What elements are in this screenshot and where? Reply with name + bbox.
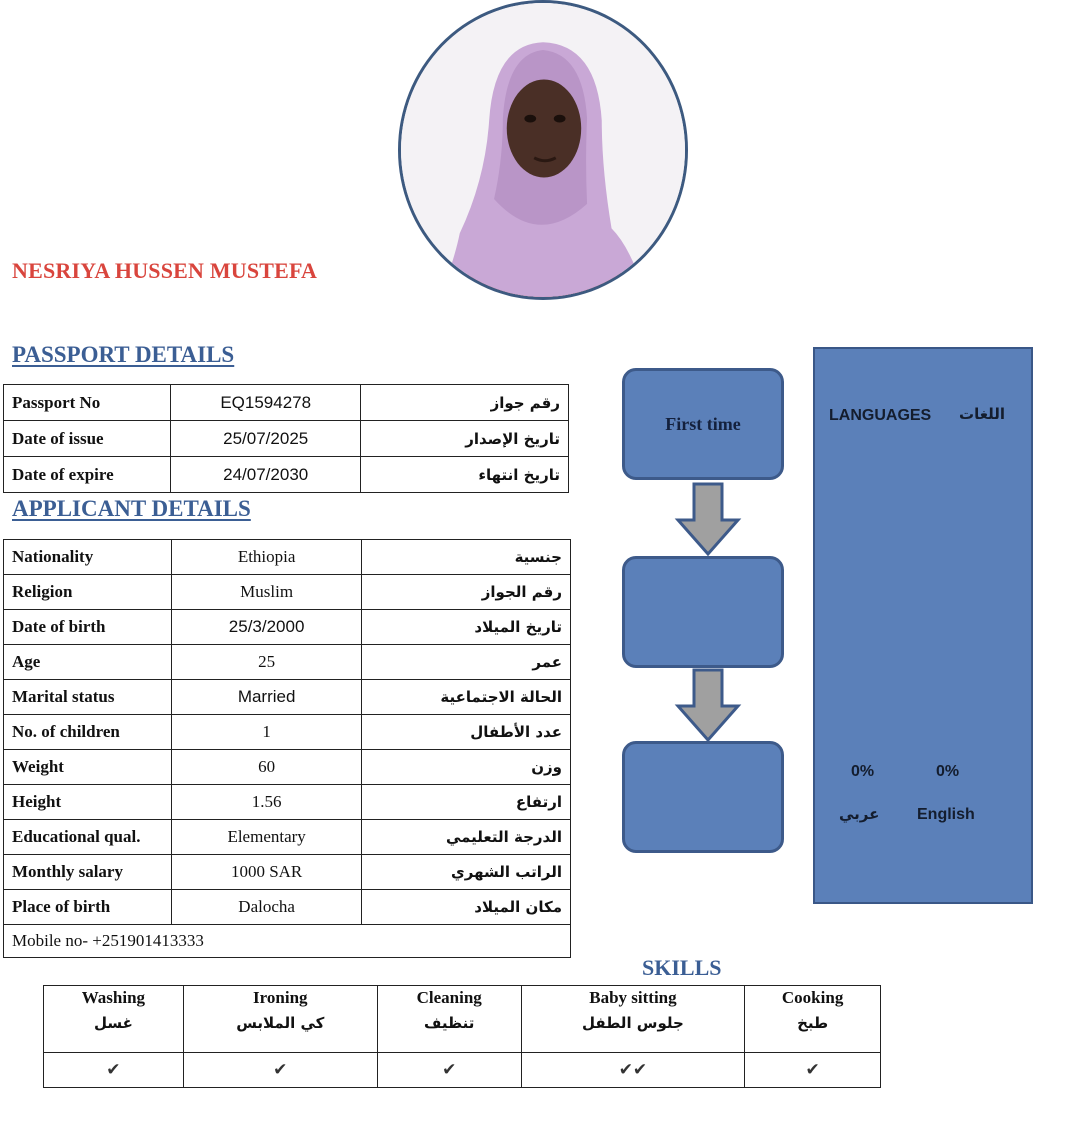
table-row [4,820,571,855]
skills-table [43,985,881,1088]
row-value: Elementary [171,820,361,855]
skill-cell [44,986,184,1053]
row-value: 1000 SAR [171,855,361,890]
row-value: 1 [171,715,361,750]
skill-name-arabic: طبخ [797,1014,829,1032]
row-arabic-label: عمر [362,645,571,680]
table-row [4,715,571,750]
row-value: 60 [171,750,361,785]
row-value: 25/3/2000 [171,610,361,645]
skills-header-row [44,986,881,1053]
row-value: Ethiopia [171,540,361,575]
row-label: Date of issue [4,421,171,457]
language-percent-arabic: 0% [851,763,875,780]
skill-name-arabic: غسل [93,1014,133,1032]
language-name-english: English [917,806,975,823]
row-label: Age [4,645,172,680]
table-row [4,421,569,457]
experience-box-2 [622,556,784,668]
table-row [4,890,571,925]
row-label: Nationality [4,540,172,575]
passport-table [3,384,569,493]
skill-cell [183,986,377,1053]
experience-box-3 [622,741,784,853]
table-row [4,750,571,785]
check-icon: ✔ [44,1053,184,1088]
table-row [4,925,571,958]
row-label: Date of birth [4,610,172,645]
applicant-table [3,539,571,958]
table-row [4,540,571,575]
row-arabic-label: الراتب الشهري [362,855,571,890]
row-arabic-label: ارتفاع [362,785,571,820]
mobile-number: Mobile no- +251901413333 [4,925,571,958]
skill-name-arabic: جلوس الطفل [582,1014,684,1032]
row-value: Dalocha [171,890,361,925]
row-value: 24/07/2030 [171,457,361,493]
table-row [4,610,571,645]
row-arabic-label: تاريخ انتهاء [361,457,569,493]
table-row [4,575,571,610]
languages-panel [813,347,1033,904]
skills-title: SKILLS [642,955,722,980]
row-value: Married [171,680,361,715]
table-row [4,457,569,493]
row-label: Weight [4,750,172,785]
applicant-details-title: APPLICANT DETAILS [12,496,251,521]
down-arrow-icon [674,668,742,743]
row-label: No. of children [4,715,172,750]
skill-cell [377,986,521,1053]
skills-check-row [44,1053,881,1088]
applicant-name: NESRIYA HUSSEN MUSTEFA [12,258,318,283]
row-label: Religion [4,575,172,610]
skill-name: Washing [81,988,146,1007]
table-row [4,855,571,890]
table-row [4,680,571,715]
skill-name-arabic: كي الملابس [236,1014,325,1032]
check-icon: ✔ [377,1053,521,1088]
row-arabic-label: تاريخ الإصدار [361,421,569,457]
row-arabic-label: وزن [362,750,571,785]
row-arabic-label: عدد الأطفال [362,715,571,750]
table-row [4,645,571,680]
row-value: Muslim [171,575,361,610]
experience-box-1: First time [622,368,784,480]
check-icon: ✔✔ [521,1053,745,1088]
row-arabic-label: رقم جواز [361,385,569,421]
row-label: Height [4,785,172,820]
row-label: Date of expire [4,457,171,493]
skill-name: Cooking [781,988,844,1007]
row-arabic-label: رقم الجواز [362,575,571,610]
row-value: 1.56 [171,785,361,820]
check-icon: ✔ [745,1053,881,1088]
row-label: Passport No [4,385,171,421]
passport-details-title: PASSPORT DETAILS [12,342,235,367]
skill-cell [745,986,881,1053]
skill-name-arabic: تنظيف [424,1014,475,1032]
row-value: 25 [171,645,361,680]
row-value: EQ1594278 [171,385,361,421]
languages-title-arabic: اللغات [959,405,1006,423]
skill-name: Ironing [253,988,308,1007]
applicant-photo [398,0,688,300]
row-arabic-label: تاريخ الميلاد [362,610,571,645]
skill-name: Cleaning [416,988,482,1007]
language-name-arabic: عربي [839,805,880,823]
row-arabic-label: الحالة الاجتماعية [362,680,571,715]
check-icon: ✔ [183,1053,377,1088]
row-arabic-label: الدرجة التعليمي [362,820,571,855]
row-value: 25/07/2025 [171,421,361,457]
row-label: Place of birth [4,890,172,925]
down-arrow-icon [674,482,742,557]
table-row [4,785,571,820]
row-label: Marital status [4,680,172,715]
skill-cell [521,986,745,1053]
row-arabic-label: جنسية [362,540,571,575]
row-label: Educational qual. [4,820,172,855]
row-label: Monthly salary [4,855,172,890]
table-row [4,385,569,421]
row-arabic-label: مكان الميلاد [362,890,571,925]
language-percent-english: 0% [936,763,960,780]
languages-title: LANGUAGES [829,407,932,424]
skill-name: Baby sitting [589,988,677,1007]
